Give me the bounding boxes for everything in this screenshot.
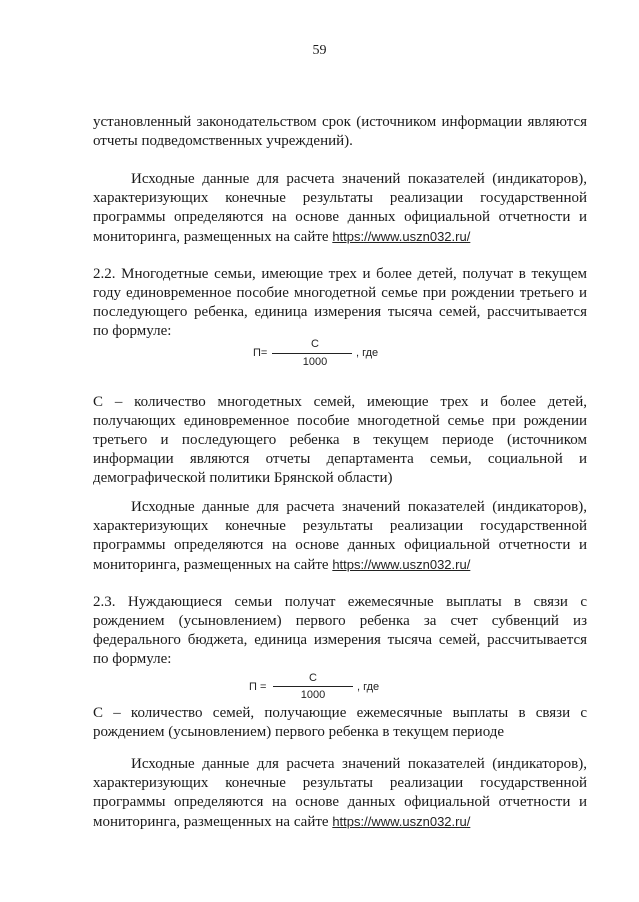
paragraph-5-line-4 (93, 555, 587, 575)
paragraph-8-line-2: характеризующих конечные результаты реализации государственной (93, 775, 587, 791)
paragraph-2-line-4 (93, 227, 587, 247)
paragraph-2-line-1: Исходные данные для расчета значений показателей (индикаторов), (131, 171, 587, 187)
website-link[interactable]: https://www.uszn032.ru/ (332, 814, 471, 829)
paragraph-3-line-4: по формуле: (93, 323, 172, 339)
paragraph-4-line-1: С – количество многодетных семей, имеющие трех и более детей, (93, 394, 587, 410)
paragraph-3-line-3: последующего ребенка, единица измерения тысяча семей, рассчитывается (93, 304, 587, 320)
paragraph-5-line-2: характеризующих конечные результаты реализации государственной (93, 518, 587, 534)
formula-1-denominator: 1000 (302, 356, 328, 368)
paragraph-6-line-3: федерального бюджета, единица измерения тысяча семей, рассчитывается (93, 632, 587, 648)
paragraph-8-line-4-text: мониторинга, размещенных на сайте (93, 814, 333, 830)
paragraph-5-line-1: Исходные данные для расчета значений показателей (индикаторов), (131, 499, 587, 515)
paragraph-2-line-3: программы определяются на основе данных официальной отчетности и (93, 209, 587, 225)
formula-2-numerator: С (309, 672, 317, 684)
paragraph-7-line-2: рождением (усыновлением) первого ребенка в текущем периоде (93, 724, 505, 740)
paragraph-4-line-3: третьего и последующего ребенка в текущем периоде (источником (93, 432, 587, 448)
paragraph-1-line-1: установленный законодательством срок (источником информации являются (93, 114, 587, 130)
paragraph-4-line-2: получающих единовременное пособие многодетной семье при рождении (93, 413, 587, 429)
paragraph-8-line-3: программы определяются на основе данных официальной отчетности и (93, 794, 587, 810)
paragraph-4-line-4: информации являются отчеты департамента семьи, социальной и (93, 451, 587, 467)
paragraph-2-line-4-text: мониторинга, размещенных на сайте (93, 229, 333, 245)
formula-2-denominator: 1000 (300, 689, 326, 701)
formula-2-fraction-bar (273, 686, 353, 687)
formula-1-fraction-bar (272, 353, 352, 354)
paragraph-8-line-1: Исходные данные для расчета значений показателей (индикаторов), (131, 756, 587, 772)
paragraph-5-line-4-text: мониторинга, размещенных на сайте (93, 557, 333, 573)
formula-1-rhs: , где (356, 347, 379, 359)
formula-1-lhs: П= (253, 347, 268, 359)
paragraph-6-line-2: рождением (усыновлением) первого ребенка за счет субвенций из (93, 613, 587, 629)
paragraph-4-line-5: демографической политики Брянской области) (93, 470, 393, 486)
paragraph-8-line-4 (93, 812, 587, 832)
formula-1-numerator: С (311, 338, 319, 350)
paragraph-6-line-1: 2.3. Нуждающиеся семьи получат ежемесячные выплаты в связи с (93, 594, 587, 610)
paragraph-7-line-1: С – количество семей, получающие ежемесячные выплаты в связи с (93, 705, 587, 721)
paragraph-6-line-4: по формуле: (93, 651, 172, 667)
paragraph-2-line-2: характеризующих конечные результаты реализации государственной (93, 190, 587, 206)
page-number: 59 (312, 43, 327, 58)
formula-2-rhs: , где (357, 681, 380, 693)
website-link[interactable]: https://www.uszn032.ru/ (332, 557, 471, 572)
formula-2-lhs: П = (249, 681, 267, 693)
paragraph-3-line-1: 2.2. Многодетные семьи, имеющие трех и более детей, получат в текущем (93, 266, 587, 282)
paragraph-1-line-2: отчеты подведомственных учреждений). (93, 133, 353, 149)
website-link[interactable]: https://www.uszn032.ru/ (332, 229, 471, 244)
paragraph-3-line-2: году единовременное пособие многодетной семье при рождении третьего и (93, 285, 587, 301)
paragraph-5-line-3: программы определяются на основе данных официальной отчетности и (93, 537, 587, 553)
